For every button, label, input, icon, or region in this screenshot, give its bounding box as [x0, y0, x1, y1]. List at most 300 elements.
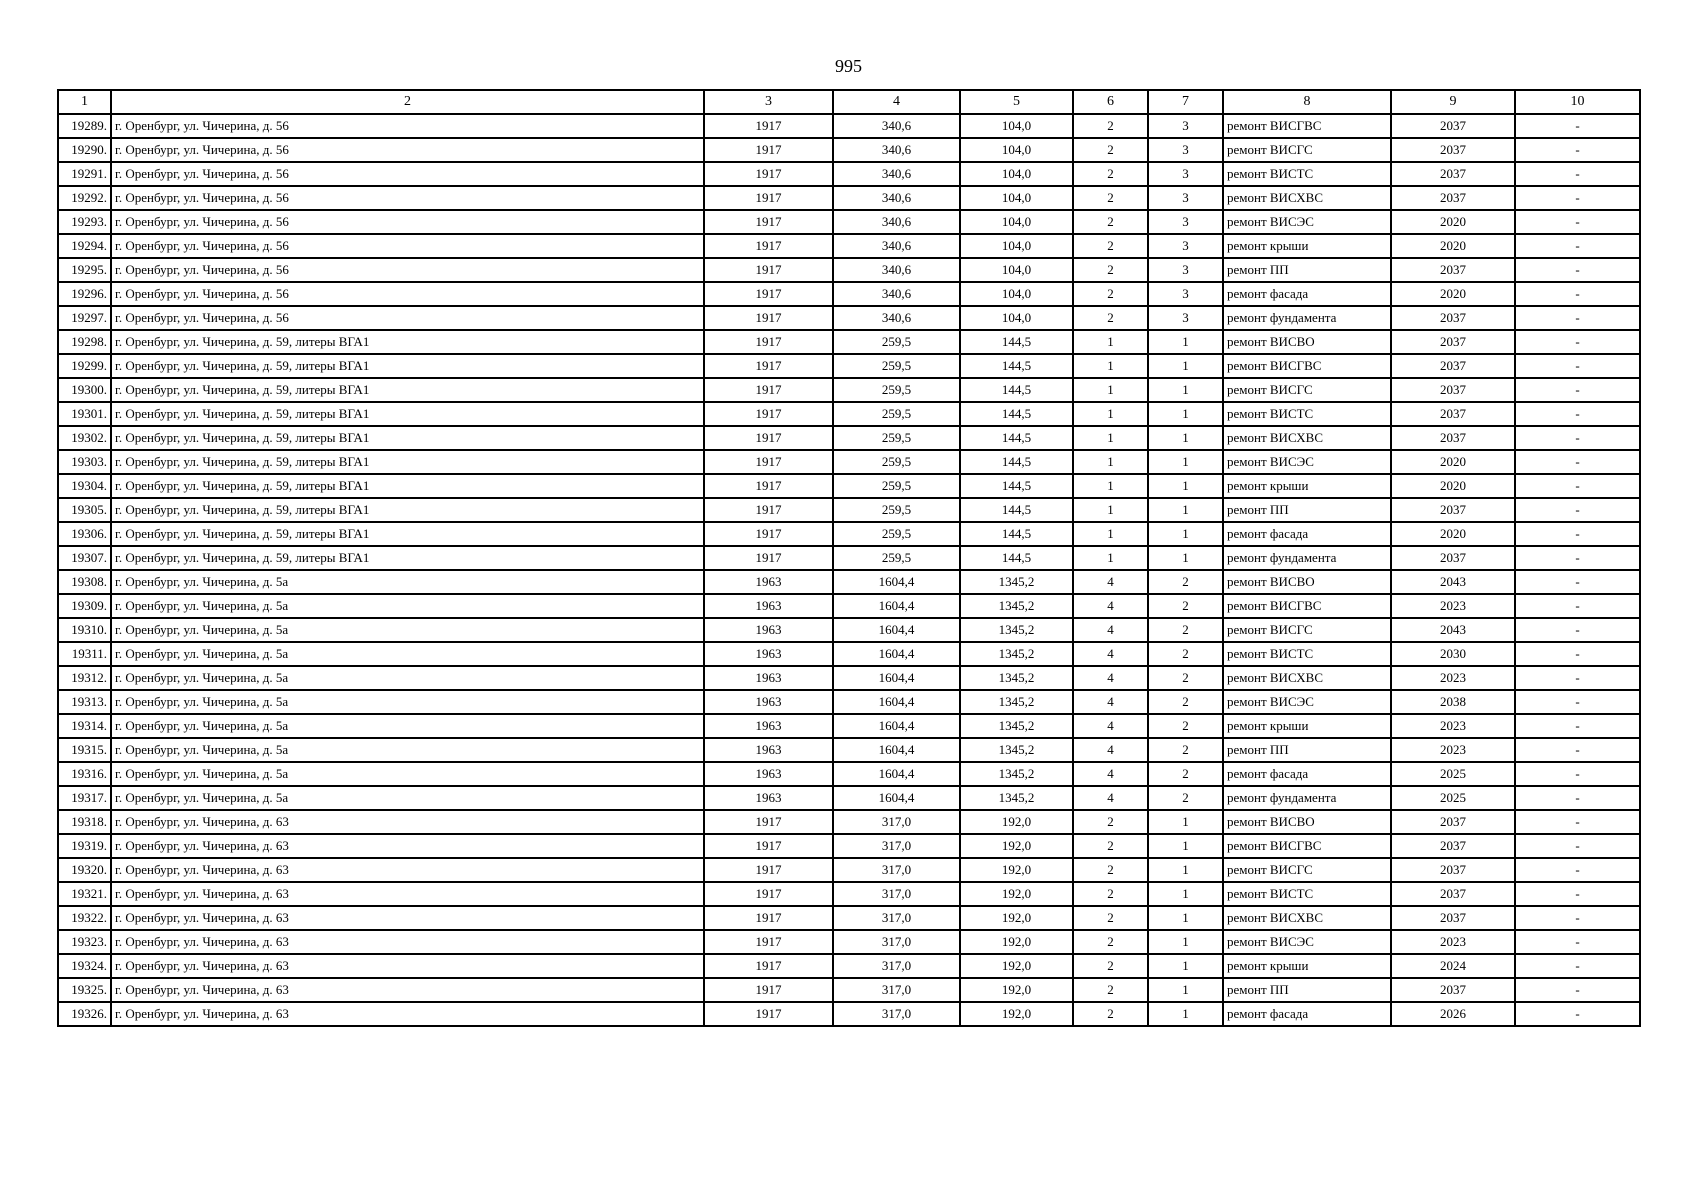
planned-year-cell: 2026	[1391, 1002, 1515, 1026]
row-number-cell: 19290.	[58, 138, 111, 162]
address-cell: г. Оренбург, ул. Чичерина, д. 56	[111, 114, 704, 138]
planned-year-cell: 2023	[1391, 930, 1515, 954]
entrances-cell: 2	[1148, 762, 1223, 786]
note-cell: -	[1515, 522, 1640, 546]
entrances-cell: 1	[1148, 498, 1223, 522]
floors-cell: 1	[1073, 498, 1148, 522]
planned-year-cell: 2043	[1391, 570, 1515, 594]
living-area-cell: 1345,2	[960, 618, 1073, 642]
floors-cell: 4	[1073, 762, 1148, 786]
address-cell: г. Оренбург, ул. Чичерина, д. 59, литеры ВГА1	[111, 546, 704, 570]
planned-year-cell: 2037	[1391, 810, 1515, 834]
table-row	[58, 258, 1640, 282]
floors-cell: 1	[1073, 522, 1148, 546]
entrances-cell: 2	[1148, 594, 1223, 618]
year-cell: 1963	[704, 786, 833, 810]
note-cell: -	[1515, 738, 1640, 762]
row-number-cell: 19323.	[58, 930, 111, 954]
living-area-cell: 1345,2	[960, 762, 1073, 786]
note-cell: -	[1515, 954, 1640, 978]
total-area-cell: 317,0	[833, 858, 960, 882]
total-area-cell: 317,0	[833, 906, 960, 930]
row-number-cell: 19309.	[58, 594, 111, 618]
work-type-cell: ремонт ВИСГС	[1223, 138, 1391, 162]
entrances-cell: 3	[1148, 186, 1223, 210]
total-area-cell: 340,6	[833, 282, 960, 306]
living-area-cell: 144,5	[960, 522, 1073, 546]
table-row	[58, 1002, 1640, 1026]
entrances-cell: 1	[1148, 882, 1223, 906]
column-header: 6	[1073, 90, 1148, 114]
living-area-cell: 1345,2	[960, 738, 1073, 762]
floors-cell: 2	[1073, 138, 1148, 162]
header-row	[58, 90, 1640, 114]
table-row	[58, 882, 1640, 906]
address-cell: г. Оренбург, ул. Чичерина, д. 56	[111, 186, 704, 210]
floors-cell: 2	[1073, 234, 1148, 258]
total-area-cell: 340,6	[833, 210, 960, 234]
year-cell: 1963	[704, 714, 833, 738]
living-area-cell: 1345,2	[960, 690, 1073, 714]
page-number: 995	[835, 56, 862, 76]
planned-year-cell: 2037	[1391, 882, 1515, 906]
living-area-cell: 144,5	[960, 474, 1073, 498]
year-cell: 1917	[704, 258, 833, 282]
total-area-cell: 1604,4	[833, 594, 960, 618]
planned-year-cell: 2020	[1391, 522, 1515, 546]
row-number-cell: 19310.	[58, 618, 111, 642]
total-area-cell: 1604,4	[833, 786, 960, 810]
entrances-cell: 2	[1148, 570, 1223, 594]
work-type-cell: ремонт ПП	[1223, 258, 1391, 282]
address-cell: г. Оренбург, ул. Чичерина, д. 59, литеры ВГА1	[111, 378, 704, 402]
total-area-cell: 259,5	[833, 426, 960, 450]
row-number-cell: 19322.	[58, 906, 111, 930]
address-cell: г. Оренбург, ул. Чичерина, д. 5а	[111, 642, 704, 666]
address-cell: г. Оренбург, ул. Чичерина, д. 56	[111, 162, 704, 186]
total-area-cell: 259,5	[833, 402, 960, 426]
work-type-cell: ремонт ВИСЭС	[1223, 210, 1391, 234]
floors-cell: 1	[1073, 426, 1148, 450]
total-area-cell: 317,0	[833, 810, 960, 834]
entrances-cell: 1	[1148, 1002, 1223, 1026]
work-type-cell: ремонт ВИСВО	[1223, 570, 1391, 594]
entrances-cell: 3	[1148, 234, 1223, 258]
planned-year-cell: 2023	[1391, 594, 1515, 618]
total-area-cell: 340,6	[833, 138, 960, 162]
living-area-cell: 192,0	[960, 882, 1073, 906]
column-header: 9	[1391, 90, 1515, 114]
column-header: 3	[704, 90, 833, 114]
entrances-cell: 2	[1148, 690, 1223, 714]
row-number-cell: 19302.	[58, 426, 111, 450]
entrances-cell: 1	[1148, 810, 1223, 834]
living-area-cell: 192,0	[960, 810, 1073, 834]
table-row	[58, 522, 1640, 546]
note-cell: -	[1515, 138, 1640, 162]
planned-year-cell: 2037	[1391, 306, 1515, 330]
year-cell: 1917	[704, 138, 833, 162]
row-number-cell: 19312.	[58, 666, 111, 690]
year-cell: 1917	[704, 450, 833, 474]
row-number-cell: 19307.	[58, 546, 111, 570]
total-area-cell: 259,5	[833, 330, 960, 354]
living-area-cell: 104,0	[960, 210, 1073, 234]
floors-cell: 1	[1073, 330, 1148, 354]
entrances-cell: 1	[1148, 834, 1223, 858]
year-cell: 1917	[704, 498, 833, 522]
planned-year-cell: 2025	[1391, 762, 1515, 786]
note-cell: -	[1515, 474, 1640, 498]
living-area-cell: 1345,2	[960, 642, 1073, 666]
planned-year-cell: 2020	[1391, 450, 1515, 474]
planned-year-cell: 2037	[1391, 546, 1515, 570]
total-area-cell: 1604,4	[833, 642, 960, 666]
year-cell: 1917	[704, 402, 833, 426]
note-cell: -	[1515, 162, 1640, 186]
entrances-cell: 2	[1148, 738, 1223, 762]
work-type-cell: ремонт ВИСХВС	[1223, 666, 1391, 690]
table-row	[58, 186, 1640, 210]
row-number-cell: 19297.	[58, 306, 111, 330]
entrances-cell: 3	[1148, 114, 1223, 138]
entrances-cell: 2	[1148, 642, 1223, 666]
living-area-cell: 144,5	[960, 330, 1073, 354]
work-type-cell: ремонт ВИСГВС	[1223, 834, 1391, 858]
floors-cell: 2	[1073, 1002, 1148, 1026]
year-cell: 1963	[704, 666, 833, 690]
note-cell: -	[1515, 114, 1640, 138]
address-cell: г. Оренбург, ул. Чичерина, д. 56	[111, 282, 704, 306]
total-area-cell: 340,6	[833, 258, 960, 282]
total-area-cell: 317,0	[833, 978, 960, 1002]
year-cell: 1917	[704, 858, 833, 882]
year-cell: 1917	[704, 306, 833, 330]
note-cell: -	[1515, 282, 1640, 306]
year-cell: 1917	[704, 1002, 833, 1026]
total-area-cell: 259,5	[833, 450, 960, 474]
year-cell: 1917	[704, 834, 833, 858]
row-number-cell: 19304.	[58, 474, 111, 498]
note-cell: -	[1515, 1002, 1640, 1026]
note-cell: -	[1515, 714, 1640, 738]
table-row	[58, 306, 1640, 330]
note-cell: -	[1515, 906, 1640, 930]
year-cell: 1963	[704, 594, 833, 618]
year-cell: 1917	[704, 234, 833, 258]
address-cell: г. Оренбург, ул. Чичерина, д. 63	[111, 834, 704, 858]
row-number-cell: 19291.	[58, 162, 111, 186]
address-cell: г. Оренбург, ул. Чичерина, д. 59, литеры ВГА1	[111, 426, 704, 450]
planned-year-cell: 2043	[1391, 618, 1515, 642]
note-cell: -	[1515, 690, 1640, 714]
table-row	[58, 498, 1640, 522]
total-area-cell: 340,6	[833, 114, 960, 138]
table-row	[58, 666, 1640, 690]
table-row	[58, 930, 1640, 954]
living-area-cell: 104,0	[960, 186, 1073, 210]
planned-year-cell: 2025	[1391, 786, 1515, 810]
floors-cell: 4	[1073, 738, 1148, 762]
address-cell: г. Оренбург, ул. Чичерина, д. 5а	[111, 714, 704, 738]
note-cell: -	[1515, 570, 1640, 594]
note-cell: -	[1515, 762, 1640, 786]
table-body	[58, 114, 1640, 1026]
planned-year-cell: 2030	[1391, 642, 1515, 666]
living-area-cell: 192,0	[960, 954, 1073, 978]
floors-cell: 2	[1073, 882, 1148, 906]
living-area-cell: 1345,2	[960, 594, 1073, 618]
work-type-cell: ремонт ПП	[1223, 498, 1391, 522]
entrances-cell: 1	[1148, 522, 1223, 546]
entrances-cell: 1	[1148, 546, 1223, 570]
total-area-cell: 259,5	[833, 378, 960, 402]
total-area-cell: 1604,4	[833, 618, 960, 642]
planned-year-cell: 2037	[1391, 186, 1515, 210]
entrances-cell: 1	[1148, 954, 1223, 978]
row-number-cell: 19305.	[58, 498, 111, 522]
table-row	[58, 786, 1640, 810]
planned-year-cell: 2037	[1391, 114, 1515, 138]
planned-year-cell: 2020	[1391, 234, 1515, 258]
note-cell: -	[1515, 594, 1640, 618]
entrances-cell: 3	[1148, 162, 1223, 186]
work-type-cell: ремонт ВИСГС	[1223, 378, 1391, 402]
work-type-cell: ремонт ВИСХВС	[1223, 186, 1391, 210]
address-cell: г. Оренбург, ул. Чичерина, д. 5а	[111, 762, 704, 786]
work-type-cell: ремонт ВИСХВС	[1223, 906, 1391, 930]
total-area-cell: 317,0	[833, 930, 960, 954]
year-cell: 1917	[704, 378, 833, 402]
floors-cell: 2	[1073, 930, 1148, 954]
total-area-cell: 317,0	[833, 834, 960, 858]
total-area-cell: 259,5	[833, 498, 960, 522]
note-cell: -	[1515, 666, 1640, 690]
planned-year-cell: 2037	[1391, 378, 1515, 402]
living-area-cell: 1345,2	[960, 714, 1073, 738]
total-area-cell: 317,0	[833, 1002, 960, 1026]
planned-year-cell: 2037	[1391, 354, 1515, 378]
row-number-cell: 19293.	[58, 210, 111, 234]
work-type-cell: ремонт ВИСГВС	[1223, 594, 1391, 618]
living-area-cell: 1345,2	[960, 786, 1073, 810]
living-area-cell: 144,5	[960, 498, 1073, 522]
address-cell: г. Оренбург, ул. Чичерина, д. 5а	[111, 594, 704, 618]
year-cell: 1917	[704, 882, 833, 906]
address-cell: г. Оренбург, ул. Чичерина, д. 59, литеры ВГА1	[111, 522, 704, 546]
total-area-cell: 259,5	[833, 546, 960, 570]
address-cell: г. Оренбург, ул. Чичерина, д. 59, литеры ВГА1	[111, 330, 704, 354]
living-area-cell: 1345,2	[960, 570, 1073, 594]
work-type-cell: ремонт фасада	[1223, 282, 1391, 306]
living-area-cell: 104,0	[960, 234, 1073, 258]
row-number-cell: 19324.	[58, 954, 111, 978]
table-row	[58, 594, 1640, 618]
floors-cell: 2	[1073, 978, 1148, 1002]
row-number-cell: 19300.	[58, 378, 111, 402]
note-cell: -	[1515, 210, 1640, 234]
living-area-cell: 192,0	[960, 834, 1073, 858]
living-area-cell: 192,0	[960, 906, 1073, 930]
table-row	[58, 426, 1640, 450]
year-cell: 1917	[704, 546, 833, 570]
table-row	[58, 690, 1640, 714]
note-cell: -	[1515, 234, 1640, 258]
year-cell: 1963	[704, 738, 833, 762]
floors-cell: 1	[1073, 546, 1148, 570]
entrances-cell: 3	[1148, 138, 1223, 162]
address-cell: г. Оренбург, ул. Чичерина, д. 5а	[111, 666, 704, 690]
table-row	[58, 138, 1640, 162]
living-area-cell: 144,5	[960, 546, 1073, 570]
address-cell: г. Оренбург, ул. Чичерина, д. 59, литеры ВГА1	[111, 474, 704, 498]
entrances-cell: 1	[1148, 354, 1223, 378]
address-cell: г. Оренбург, ул. Чичерина, д. 63	[111, 978, 704, 1002]
planned-year-cell: 2037	[1391, 138, 1515, 162]
total-area-cell: 340,6	[833, 234, 960, 258]
planned-year-cell: 2020	[1391, 282, 1515, 306]
planned-year-cell: 2020	[1391, 210, 1515, 234]
floors-cell: 1	[1073, 450, 1148, 474]
living-area-cell: 104,0	[960, 162, 1073, 186]
column-header: 10	[1515, 90, 1640, 114]
note-cell: -	[1515, 930, 1640, 954]
address-cell: г. Оренбург, ул. Чичерина, д. 5а	[111, 570, 704, 594]
floors-cell: 2	[1073, 282, 1148, 306]
address-cell: г. Оренбург, ул. Чичерина, д. 63	[111, 954, 704, 978]
note-cell: -	[1515, 642, 1640, 666]
column-header: 4	[833, 90, 960, 114]
note-cell: -	[1515, 450, 1640, 474]
entrances-cell: 2	[1148, 618, 1223, 642]
work-type-cell: ремонт ВИСВО	[1223, 330, 1391, 354]
table-row	[58, 906, 1640, 930]
living-area-cell: 104,0	[960, 306, 1073, 330]
entrances-cell: 1	[1148, 474, 1223, 498]
work-type-cell: ремонт ПП	[1223, 738, 1391, 762]
row-number-cell: 19319.	[58, 834, 111, 858]
living-area-cell: 192,0	[960, 858, 1073, 882]
year-cell: 1917	[704, 186, 833, 210]
note-cell: -	[1515, 426, 1640, 450]
address-cell: г. Оренбург, ул. Чичерина, д. 59, литеры ВГА1	[111, 450, 704, 474]
work-type-cell: ремонт фундамента	[1223, 546, 1391, 570]
year-cell: 1917	[704, 282, 833, 306]
entrances-cell: 3	[1148, 282, 1223, 306]
year-cell: 1917	[704, 978, 833, 1002]
living-area-cell: 144,5	[960, 354, 1073, 378]
year-cell: 1917	[704, 114, 833, 138]
floors-cell: 4	[1073, 690, 1148, 714]
work-type-cell: ремонт ВИСТС	[1223, 882, 1391, 906]
row-number-cell: 19326.	[58, 1002, 111, 1026]
address-cell: г. Оренбург, ул. Чичерина, д. 63	[111, 930, 704, 954]
address-cell: г. Оренбург, ул. Чичерина, д. 56	[111, 234, 704, 258]
address-cell: г. Оренбург, ул. Чичерина, д. 56	[111, 306, 704, 330]
living-area-cell: 104,0	[960, 138, 1073, 162]
floors-cell: 4	[1073, 666, 1148, 690]
planned-year-cell: 2024	[1391, 954, 1515, 978]
entrances-cell: 1	[1148, 378, 1223, 402]
planned-year-cell: 2023	[1391, 714, 1515, 738]
row-number-cell: 19320.	[58, 858, 111, 882]
total-area-cell: 1604,4	[833, 690, 960, 714]
work-type-cell: ремонт ВИСТС	[1223, 402, 1391, 426]
work-type-cell: ремонт ВИСГВС	[1223, 354, 1391, 378]
table-row	[58, 114, 1640, 138]
floors-cell: 1	[1073, 402, 1148, 426]
planned-year-cell: 2037	[1391, 858, 1515, 882]
table-row	[58, 618, 1640, 642]
table-row	[58, 354, 1640, 378]
planned-year-cell: 2037	[1391, 834, 1515, 858]
address-cell: г. Оренбург, ул. Чичерина, д. 59, литеры ВГА1	[111, 354, 704, 378]
entrances-cell: 1	[1148, 402, 1223, 426]
table-row	[58, 402, 1640, 426]
work-type-cell: ремонт фундамента	[1223, 306, 1391, 330]
note-cell: -	[1515, 618, 1640, 642]
entrances-cell: 3	[1148, 258, 1223, 282]
floors-cell: 2	[1073, 258, 1148, 282]
note-cell: -	[1515, 882, 1640, 906]
entrances-cell: 1	[1148, 426, 1223, 450]
planned-year-cell: 2037	[1391, 498, 1515, 522]
work-type-cell: ремонт крыши	[1223, 234, 1391, 258]
note-cell: -	[1515, 330, 1640, 354]
note-cell: -	[1515, 402, 1640, 426]
planned-year-cell: 2037	[1391, 978, 1515, 1002]
table-row	[58, 978, 1640, 1002]
total-area-cell: 340,6	[833, 186, 960, 210]
work-type-cell: ремонт ПП	[1223, 978, 1391, 1002]
table-row	[58, 330, 1640, 354]
planned-year-cell: 2038	[1391, 690, 1515, 714]
work-type-cell: ремонт ВИСГС	[1223, 858, 1391, 882]
work-type-cell: ремонт ВИСГВС	[1223, 114, 1391, 138]
total-area-cell: 1604,4	[833, 570, 960, 594]
note-cell: -	[1515, 378, 1640, 402]
address-cell: г. Оренбург, ул. Чичерина, д. 5а	[111, 738, 704, 762]
entrances-cell: 1	[1148, 858, 1223, 882]
floors-cell: 2	[1073, 810, 1148, 834]
planned-year-cell: 2023	[1391, 738, 1515, 762]
row-number-cell: 19308.	[58, 570, 111, 594]
address-cell: г. Оренбург, ул. Чичерина, д. 5а	[111, 618, 704, 642]
row-number-cell: 19316.	[58, 762, 111, 786]
row-number-cell: 19298.	[58, 330, 111, 354]
row-number-cell: 19315.	[58, 738, 111, 762]
note-cell: -	[1515, 498, 1640, 522]
address-cell: г. Оренбург, ул. Чичерина, д. 5а	[111, 690, 704, 714]
entrances-cell: 2	[1148, 786, 1223, 810]
table-row	[58, 714, 1640, 738]
planned-year-cell: 2037	[1391, 162, 1515, 186]
row-number-cell: 19292.	[58, 186, 111, 210]
living-area-cell: 104,0	[960, 282, 1073, 306]
row-number-cell: 19294.	[58, 234, 111, 258]
work-type-cell: ремонт ВИСЭС	[1223, 930, 1391, 954]
total-area-cell: 340,6	[833, 162, 960, 186]
note-cell: -	[1515, 354, 1640, 378]
column-header: 1	[58, 90, 111, 114]
floors-cell: 2	[1073, 114, 1148, 138]
work-type-cell: ремонт крыши	[1223, 954, 1391, 978]
table-row	[58, 234, 1640, 258]
work-type-cell: ремонт крыши	[1223, 714, 1391, 738]
planned-year-cell: 2037	[1391, 906, 1515, 930]
floors-cell: 4	[1073, 570, 1148, 594]
living-area-cell: 192,0	[960, 978, 1073, 1002]
